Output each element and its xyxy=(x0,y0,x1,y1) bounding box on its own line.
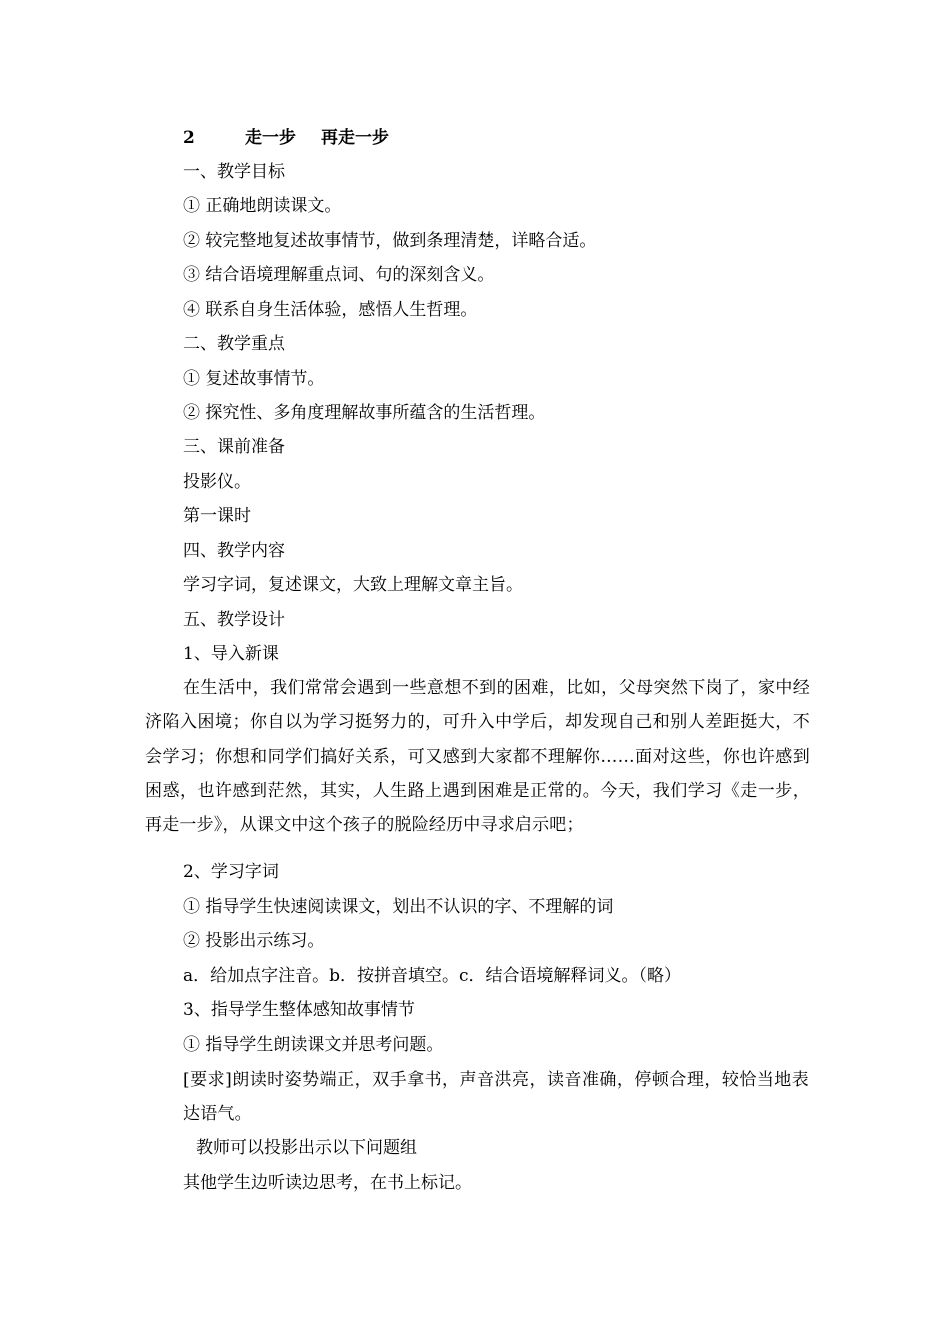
key-point-2: ② 探究性、多角度理解故事所蕴含的生活哲理。 xyxy=(183,403,546,423)
lesson-number: 2 xyxy=(183,128,195,148)
section-heading-key-points: 二、教学重点 xyxy=(183,334,285,354)
intro-paragraph: 在生活中，我们常常会遇到一些意想不到的困难，比如，父母突然下岗了，家中经济陷入困境；你自以为学习挺努力的，可升入中学后，却发现自己和别人差距挺大，不会学习；你想和同学们搞好关系，可又感到大家都不理解你……面对这些，你也许感到困惑，也许感到茫然，其实，人生路上遇到困难是正常的。今天，我们学习《走一步，再走一步》，从课文中这个孩子的脱险经历中寻求启示吧； xyxy=(145,678,810,836)
key-point-1: ① 复述故事情节。 xyxy=(183,369,325,389)
content-text: 学习字词，复述课文，大致上理解文章主旨。 xyxy=(183,575,523,595)
student-instruction: 其他学生边听读边思考，在书上标记。 xyxy=(183,1173,472,1193)
subheading-plot: 3、指导学生整体感知故事情节 xyxy=(183,1000,415,1020)
exercise-list: a．给加点字注音。b．按拼音填空。c．结合语境解释词义。（略） xyxy=(183,966,682,986)
section-heading-content: 四、教学内容 xyxy=(183,541,285,561)
plot-step-1: ① 指导学生朗读课文并思考问题。 xyxy=(183,1035,444,1055)
section-heading-design: 五、教学设计 xyxy=(183,610,285,630)
goal-item-1: ① 正确地朗读课文。 xyxy=(183,196,342,216)
lesson-title-part2: 再走一步 xyxy=(321,128,389,148)
goal-item-2: ② 较完整地复述故事情节，做到条理清楚，详略合适。 xyxy=(183,231,597,251)
subheading-vocabulary: 2、学习字词 xyxy=(183,862,279,882)
section-heading-goals: 一、教学目标 xyxy=(183,162,285,182)
vocabulary-step-2: ② 投影出示练习。 xyxy=(183,931,325,951)
first-period-heading: 第一课时 xyxy=(183,506,251,526)
requirement-paragraph: [要求]朗读时姿势端正，双手拿书，声音洪亮，读音准确，停顿合理，较恰当地表达语气。 xyxy=(183,1070,809,1125)
goal-item-3: ③ 结合语境理解重点词、句的深刻含义。 xyxy=(183,265,495,285)
lesson-title xyxy=(183,128,389,148)
subheading-intro: 1、导入新课 xyxy=(183,644,279,664)
section-heading-preparation: 三、课前准备 xyxy=(183,437,285,457)
teacher-instruction: 教师可以投影出示以下问题组 xyxy=(196,1138,417,1158)
vocabulary-step-1: ① 指导学生快速阅读课文，划出不认识的字、不理解的词 xyxy=(183,897,614,917)
goal-item-4: ④ 联系自身生活体验，感悟人生哲理。 xyxy=(183,300,478,320)
lesson-title-part1: 走一步 xyxy=(245,128,296,148)
preparation-item: 投影仪。 xyxy=(183,472,251,492)
